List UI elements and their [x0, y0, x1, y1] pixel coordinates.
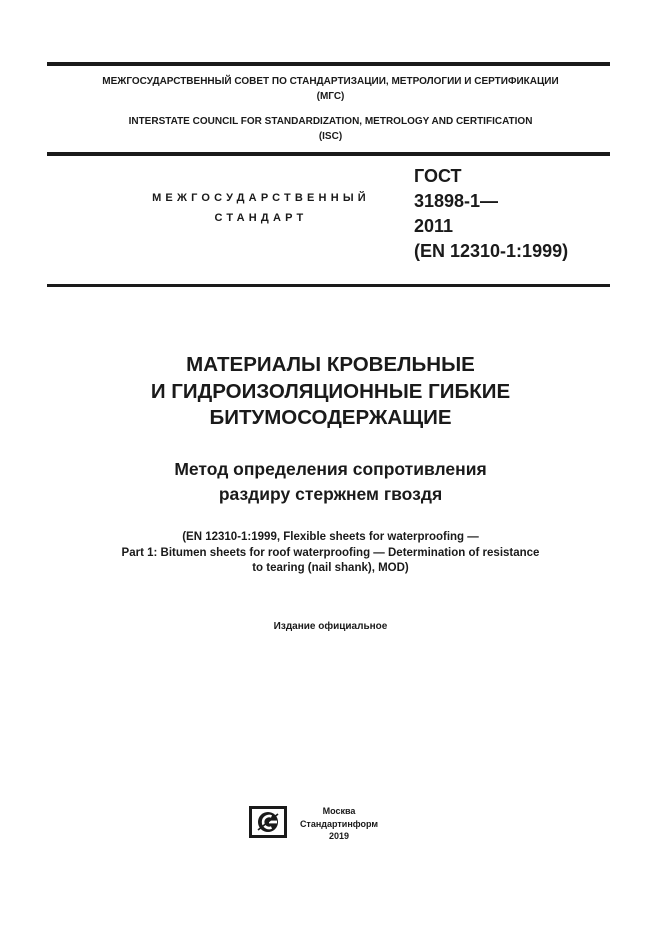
- document-title: [0, 352, 661, 432]
- title-line2: И ГИДРОИЗОЛЯЦИОННЫЕ ГИБКИЕ: [150, 379, 511, 403]
- standartinform-logo-icon: [249, 806, 287, 838]
- title-line3: БИТУМОСОДЕРЖАЩИЕ: [209, 406, 452, 429]
- council-ru: [0, 74, 661, 104]
- english-reference-line1: (EN 12310-1:1999, Flexible sheets for waterproofing —: [182, 531, 479, 543]
- gost-line2: 31898-1—: [414, 191, 499, 211]
- document-subtitle: [0, 457, 661, 507]
- gost-line1: ГОСТ: [414, 166, 462, 186]
- gost-line3: 2011: [414, 216, 454, 236]
- council-en: [0, 114, 661, 144]
- gost-line4: (EN 12310-1:1999): [414, 241, 569, 261]
- publisher-name: Стандартинформ: [299, 818, 379, 829]
- subtitle-line2: раздиру стержнем гвоздя: [218, 484, 443, 504]
- council-ru-line2: (МГС): [316, 91, 345, 102]
- publisher-info: [291, 805, 387, 843]
- standard-label-line2: СТАНДАРТ: [214, 212, 308, 224]
- publisher-city: Москва: [322, 806, 356, 816]
- council-en-line1: INTERSTATE COUNCIL FOR STANDARDIZATION, METROLOGY AND CERTIFICATION: [128, 116, 533, 127]
- standard-label: [100, 188, 422, 228]
- designation-bottom-rule: [47, 284, 610, 287]
- top-rule: [47, 62, 610, 66]
- council-en-line2: (ISC): [318, 131, 343, 142]
- english-reference-line3: to tearing (nail shank), MOD): [252, 562, 409, 574]
- standard-label-line1: МЕЖГОСУДАРСТВЕННЫЙ: [152, 192, 370, 204]
- official-edition: Издание официальное: [273, 621, 388, 632]
- english-reference-line2: Part 1: Bitumen sheets for roof waterproofing — Determination of resistance: [121, 546, 540, 559]
- header-bottom-rule: [47, 152, 610, 156]
- title-line1: МАТЕРИАЛЫ КРОВЕЛЬНЫЕ: [186, 353, 475, 376]
- council-ru-line1: МЕЖГОСУДАРСТВЕННЫЙ СОВЕТ ПО СТАНДАРТИЗАЦИИ, МЕТРОЛОГИИ И СЕРТИФИКАЦИИ: [102, 76, 559, 87]
- english-reference: [0, 530, 661, 577]
- subtitle-line1: Метод определения сопротивления: [174, 459, 487, 479]
- publication-year: 2019: [328, 831, 350, 841]
- gost-designation: [414, 164, 568, 264]
